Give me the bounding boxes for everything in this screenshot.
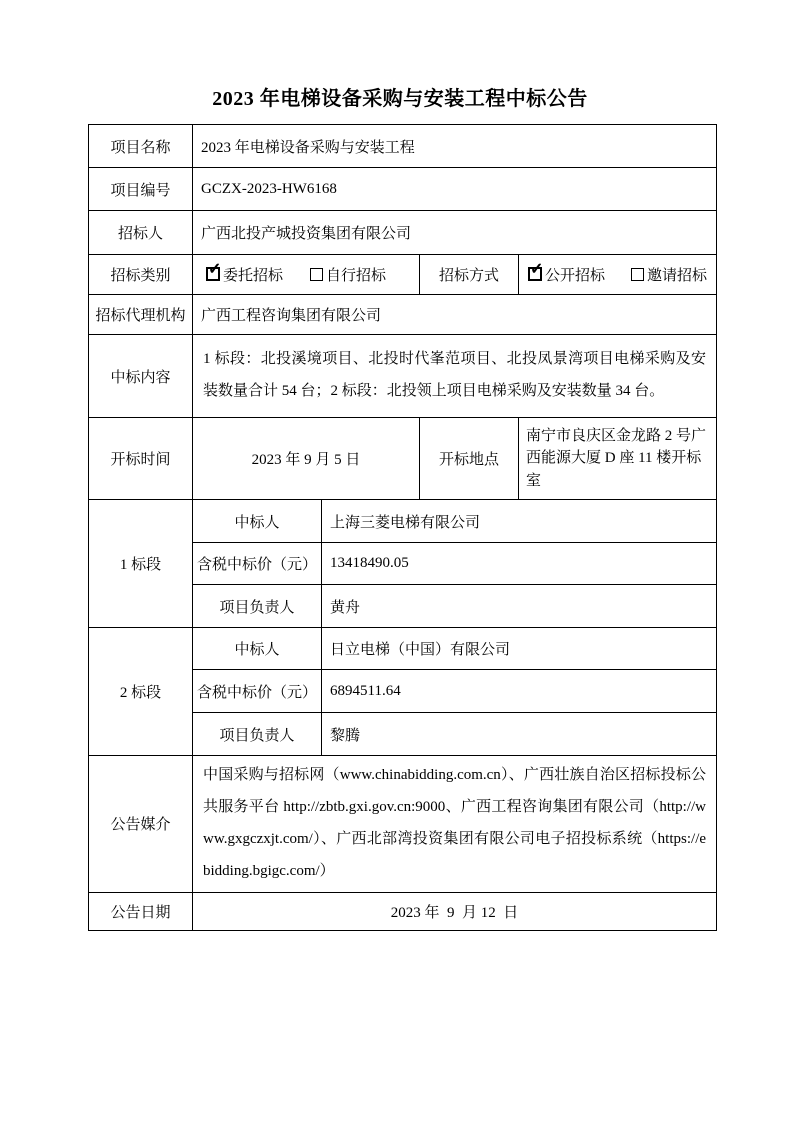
row-project-number [89,168,717,211]
option-entrusted-tender [206,264,283,285]
section1-manager-label: 项目负责人 [193,585,322,628]
agency-label: 招标代理机构 [89,295,193,335]
tenderer-label: 招标人 [89,211,193,255]
option-label: 委托招标 [223,268,284,284]
announce-date-label: 公告日期 [89,892,193,930]
announce-date-value: 2023 年 9 月 12 日 [193,892,717,930]
row-tender-category [89,255,717,295]
checkbox-checked-icon [528,267,542,281]
tender-method-label: 招标方式 [420,255,519,295]
option-open-tender [528,268,605,284]
award-content-label: 中标内容 [89,335,193,418]
option-label: 自行招标 [326,268,387,284]
row-project-name [89,125,717,168]
section2-winner-label: 中标人 [193,628,322,670]
section1-winner-value: 上海三菱电梯有限公司 [322,500,717,543]
tender-method-options [519,255,717,295]
checkbox-checked-icon [206,267,220,281]
section2-price-value: 6894511.64 [322,670,717,713]
section1-label: 1 标段 [89,500,193,628]
section2-label: 2 标段 [89,628,193,756]
option-label: 公开招标 [545,268,606,284]
bid-opening-place-value: 南宁市良庆区金龙路 2 号广西能源大厦 D 座 11 楼开标室 [519,418,717,500]
section1-price-value: 13418490.05 [322,543,717,585]
tender-category-options [193,255,420,295]
checkbox-unchecked-icon [631,268,644,281]
row-bid-opening [89,418,717,500]
bid-opening-time-label: 开标时间 [89,418,193,500]
section2-manager-value: 黎腾 [322,713,717,756]
tenderer-value: 广西北投产城投资集团有限公司 [193,211,717,255]
section2-price-label: 含税中标价（元） [193,670,322,713]
project-name-value: 2023 年电梯设备采购与安装工程 [193,125,717,168]
row-announce-date [89,892,717,930]
section1-price-label: 含税中标价（元） [193,543,322,585]
project-name-label: 项目名称 [89,125,193,168]
option-invited-tender [631,268,707,284]
row-agency [89,295,717,335]
row-tenderer [89,211,717,255]
section2-manager-label: 项目负责人 [193,713,322,756]
agency-value: 广西工程咨询集团有限公司 [193,295,717,335]
section2-winner-value: 日立电梯（中国）有限公司 [322,628,717,670]
bid-opening-place-label: 开标地点 [420,418,519,500]
section1-manager-value: 黄舟 [322,585,717,628]
option-self-tender [310,264,386,285]
project-number-value: GCZX-2023-HW6168 [193,168,717,211]
award-content-value: 1 标段：北投溪境项目、北投时代峯范项目、北投凤景湾项目电梯采购及安装数量合计 54 台；2 标段：北投领上项目电梯采购及安装数量 34 台。 [193,335,717,418]
row-award-content [89,335,717,418]
page-title: 2023 年电梯设备采购与安装工程中标公告 [212,88,588,110]
announcement-table [88,124,717,931]
tender-category-label: 招标类别 [89,255,193,295]
section1-winner-label: 中标人 [193,500,322,543]
checkbox-unchecked-icon [310,268,323,281]
row-media [89,756,717,893]
project-number-label: 项目编号 [89,168,193,211]
media-label: 公告媒介 [89,756,193,893]
option-label: 邀请招标 [647,268,708,284]
row-section1-winner [89,500,717,543]
row-section2-winner [89,628,717,670]
media-value: 中国采购与招标网（www.chinabidding.com.cn）、广西壮族自治区招标投标公共服务平台 http://zbtb.gxi.gov.cn:9000、广西工程咨询集团有限公司（http://www.gxgczxjt.com/）、广西北部湾投资集团有限公司电子招投标系统（https://ebidding.bgigc.com/） [193,756,717,893]
bid-opening-time-value: 2023 年 9 月 5 日 [193,418,420,500]
